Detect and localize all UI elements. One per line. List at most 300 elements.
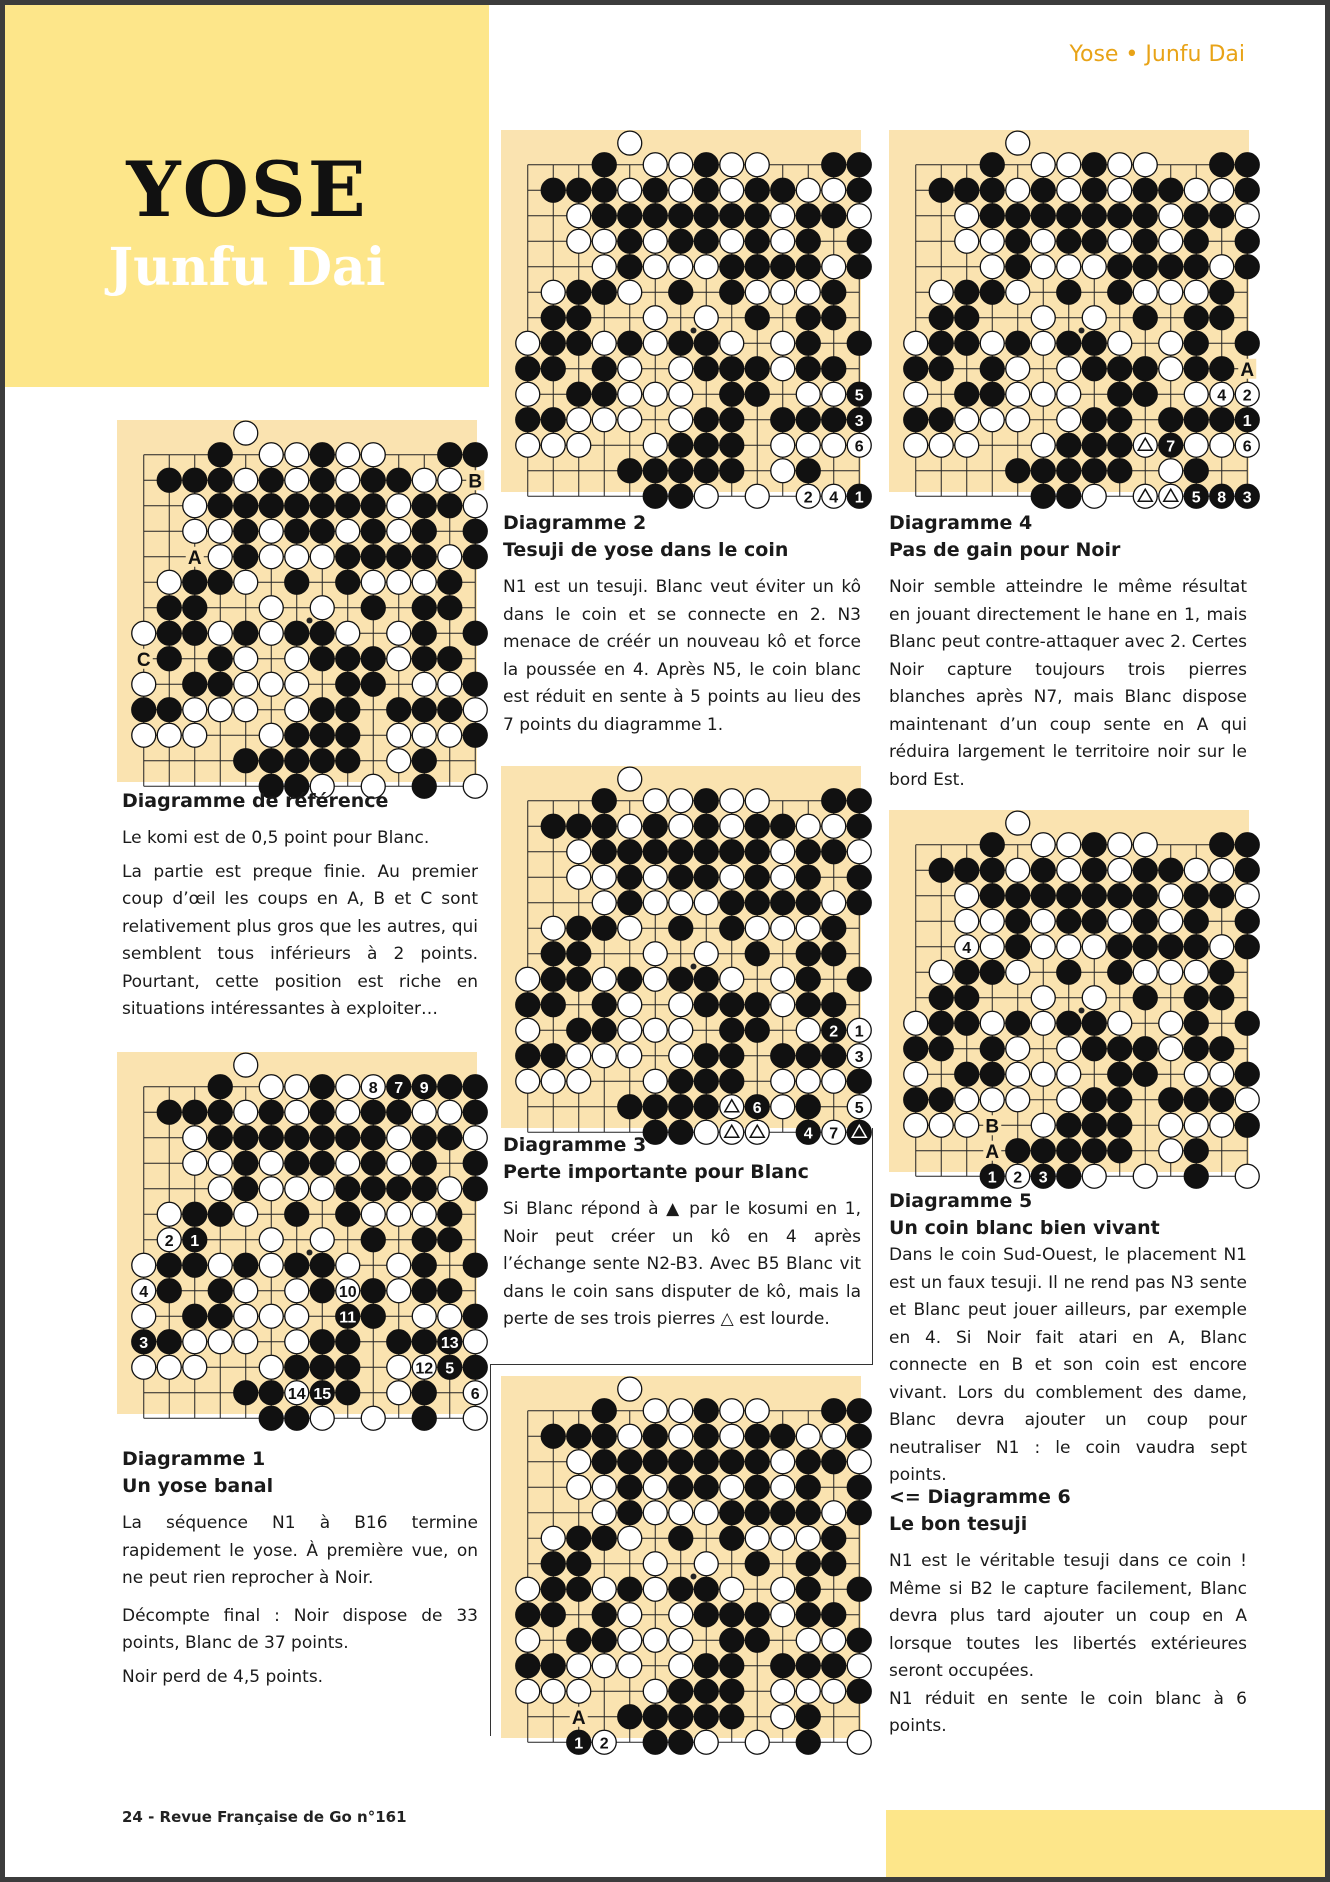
caption-paragraph: Dans le coin Sud-Ouest, le placement N1 est un faux tesuji. Il ne rend pas N3 sente et Blanc peut jouer ailleurs, par exemple en 4. Si Noir fait atari en A, Blanc connecte en B et son coin est encore vivant. Lors du comblement des dame, Blanc devra ajouter un coup pour neutraliser N1 : le coin vaudra sept points. [889,1245,1247,1485]
white-stone [1006,131,1030,155]
white-stone [796,433,820,457]
move-number: 6 [470,1385,480,1403]
black-stone [412,1279,436,1303]
black-stone [336,1330,360,1354]
white-stone [720,178,744,202]
black-stone [412,698,436,722]
white-stone [387,1381,411,1405]
black-stone [387,1100,411,1124]
white-stone [643,306,667,330]
black-stone [929,1088,953,1112]
black-stone [694,408,718,432]
white-stone [336,1151,360,1175]
white-stone [1159,1011,1183,1035]
black-stone [208,468,232,492]
go-board-svg [501,130,864,507]
white-stone [771,1603,795,1627]
white-stone [1184,178,1208,202]
black-stone [694,331,718,355]
black-stone [412,621,436,645]
black-stone [669,1069,693,1093]
white-stone [1031,909,1055,933]
black-stone [310,468,334,492]
white-stone [157,1202,181,1226]
white-stone [541,433,565,457]
black-stone [361,1100,385,1124]
point-label: A [985,1141,1000,1163]
black-stone [208,647,232,671]
black-stone [183,672,207,696]
black-stone [310,519,334,543]
white-stone [463,1406,487,1430]
white-stone [720,1475,744,1499]
caption-diagram-6 [889,1484,1247,1741]
black-stone [516,993,540,1017]
white-stone [1159,357,1183,381]
caption-diagram-5 [889,1188,1247,1490]
black-stone [361,647,385,671]
white-stone [745,1399,769,1423]
black-stone [592,1603,616,1627]
caption-title: Diagramme 2 [503,512,647,534]
black-stone [745,229,769,253]
black-stone [669,484,693,508]
black-stone [567,306,591,330]
black-stone [387,1330,411,1354]
white-stone [669,1628,693,1652]
black-stone [1133,204,1157,228]
white-stone [361,1406,385,1430]
white-stone [336,519,360,543]
black-stone [822,1399,846,1423]
black-stone [1057,204,1081,228]
black-stone [720,1044,744,1068]
white-stone [771,459,795,483]
white-stone [1031,255,1055,279]
white-stone [1108,178,1132,202]
black-stone [643,1705,667,1729]
black-stone [929,408,953,432]
black-stone [1235,255,1259,279]
white-stone [1031,306,1055,330]
black-stone [694,204,718,228]
black-stone [234,1253,258,1277]
black-stone [438,1228,462,1252]
black-stone [618,1095,642,1119]
point-label: A [1240,359,1255,381]
white-stone [1057,858,1081,882]
caption-paragraph: Le komi est de 0,5 point pour Blanc. [122,828,430,848]
black-stone [336,1126,360,1150]
white-stone [745,484,769,508]
black-stone [669,865,693,889]
white-stone [980,935,1004,959]
white-stone [643,967,667,991]
white-stone [669,1044,693,1068]
caption-title: <= Diagramme 6 [889,1486,1071,1508]
black-stone [955,178,979,202]
black-stone [1082,858,1106,882]
white-stone [669,814,693,838]
black-stone [618,331,642,355]
caption-paragraph: La séquence N1 à B16 termine rapidement le yose. À première vue, on ne peut rien reprocher à Noir. [122,1513,478,1588]
black-stone [720,891,744,915]
white-stone [412,1202,436,1226]
black-stone [463,1151,487,1175]
white-stone [796,1069,820,1093]
black-stone [980,280,1004,304]
black-stone [669,331,693,355]
black-stone [438,570,462,594]
black-stone [157,1100,181,1124]
white-stone [822,1628,846,1652]
black-stone [567,967,591,991]
black-stone [1210,357,1234,381]
white-stone [771,840,795,864]
black-stone [1082,178,1106,202]
white-stone [157,723,181,747]
black-stone [694,814,718,838]
black-stone [412,1406,436,1430]
white-stone [822,814,846,838]
black-stone [259,494,283,518]
white-stone [336,621,360,645]
white-stone [643,331,667,355]
white-stone [183,698,207,722]
black-stone [694,178,718,202]
black-stone [567,916,591,940]
white-stone [1082,986,1106,1010]
white-stone [1159,1113,1183,1137]
black-stone [796,840,820,864]
black-stone [669,1095,693,1119]
white-stone [929,960,953,984]
white-stone [234,1100,258,1124]
white-stone [1057,357,1081,381]
white-stone [904,382,928,406]
black-stone [745,357,769,381]
black-stone [643,1730,667,1754]
black-stone [618,1705,642,1729]
black-stone [310,1075,334,1099]
black-stone [567,1018,591,1042]
black-stone [955,382,979,406]
black-stone [361,1279,385,1303]
black-stone [847,255,871,279]
white-stone [541,1679,565,1703]
white-stone [980,408,1004,432]
black-stone [157,1279,181,1303]
white-stone [285,443,309,467]
white-stone [1159,229,1183,253]
black-stone [234,519,258,543]
black-stone [1108,884,1132,908]
white-stone [1235,204,1259,228]
black-stone [1108,357,1132,381]
black-stone [1235,1113,1259,1137]
move-number: 1 [574,1735,584,1753]
black-stone [208,672,232,696]
black-stone [463,1075,487,1099]
white-stone [669,255,693,279]
black-stone [361,494,385,518]
white-stone [592,331,616,355]
black-stone [1108,1037,1132,1061]
white-stone [618,993,642,1017]
black-stone [745,891,769,915]
black-stone [822,306,846,330]
white-stone [285,1075,309,1099]
black-stone [516,1603,540,1627]
caption-title: Diagramme 3 [503,1134,647,1156]
white-stone [847,1450,871,1474]
black-stone [412,1126,436,1150]
white-stone [336,1100,360,1124]
black-stone [771,814,795,838]
white-stone [336,468,360,492]
move-number: 12 [415,1360,434,1378]
black-stone [745,1424,769,1448]
white-stone [1210,858,1234,882]
black-stone [1210,1037,1234,1061]
black-stone [1133,357,1157,381]
white-stone [1235,1164,1259,1188]
black-stone [796,408,820,432]
black-stone [1159,255,1183,279]
white-stone [259,1075,283,1099]
black-stone [980,858,1004,882]
black-stone [132,698,156,722]
star-point [307,618,313,624]
white-stone [771,1526,795,1550]
white-stone [183,519,207,543]
white-stone [361,570,385,594]
black-stone [847,153,871,177]
black-stone [1108,1139,1132,1163]
black-stone [822,993,846,1017]
white-stone [618,178,642,202]
black-stone [771,1424,795,1448]
white-stone [567,1475,591,1499]
white-stone [720,814,744,838]
white-stone [259,1151,283,1175]
black-stone [796,1475,820,1499]
black-stone [592,840,616,864]
white-stone [285,698,309,722]
black-stone [234,1151,258,1175]
white-stone [310,1177,334,1201]
black-stone [694,1654,718,1678]
black-stone [336,749,360,773]
black-stone [259,1406,283,1430]
white-stone [132,621,156,645]
white-stone [234,1330,258,1354]
caption-subtitle: Perte importante pour Blanc [503,1161,809,1183]
white-stone [1159,960,1183,984]
black-stone [796,204,820,228]
black-stone [1082,1113,1106,1137]
white-stone [1082,484,1106,508]
white-stone [387,723,411,747]
white-stone [1159,331,1183,355]
white-stone [771,1679,795,1703]
black-stone [796,459,820,483]
white-stone [720,331,744,355]
black-stone [771,1501,795,1525]
black-stone [847,891,871,915]
white-stone [1108,858,1132,882]
white-stone [1108,153,1132,177]
white-stone [567,229,591,253]
black-stone [1108,280,1132,304]
black-stone [285,1202,309,1226]
white-stone [720,1424,744,1448]
white-stone [694,942,718,966]
white-stone [1006,382,1030,406]
point-label: C [136,649,151,671]
white-stone [412,1100,436,1124]
white-stone [822,1679,846,1703]
black-stone [592,789,616,813]
black-stone [1082,357,1106,381]
caption-diagram-4 [889,510,1247,794]
black-stone [285,494,309,518]
black-stone [796,1654,820,1678]
black-stone [694,840,718,864]
black-stone [285,1355,309,1379]
white-stone [516,1628,540,1652]
black-stone [183,1100,207,1124]
white-stone [1031,986,1055,1010]
black-stone [1006,909,1030,933]
white-stone [618,1628,642,1652]
move-number: 3 [854,412,864,430]
black-stone [336,570,360,594]
black-stone [387,1177,411,1201]
white-stone [438,468,462,492]
white-stone [310,1228,334,1252]
white-stone [669,1018,693,1042]
black-stone [336,1202,360,1226]
black-stone [463,672,487,696]
white-stone [1006,1037,1030,1061]
white-stone [720,153,744,177]
white-stone [592,1654,616,1678]
black-stone [387,545,411,569]
black-stone [1184,884,1208,908]
white-stone [618,408,642,432]
black-stone [822,1526,846,1550]
black-stone [694,459,718,483]
black-stone [796,357,820,381]
black-stone [847,814,871,838]
black-stone [541,1654,565,1678]
white-stone [796,382,820,406]
black-stone [361,672,385,696]
white-stone [1184,280,1208,304]
white-stone [796,178,820,202]
black-stone [771,1044,795,1068]
move-number: 2 [803,489,813,507]
black-stone [592,357,616,381]
black-stone [669,1577,693,1601]
white-stone [567,1450,591,1474]
white-stone [1006,1062,1030,1086]
white-stone [234,421,258,445]
black-stone [310,723,334,747]
white-stone [929,433,953,457]
black-stone [669,1526,693,1550]
white-stone [234,647,258,671]
move-number: 1 [190,1232,200,1250]
black-stone [1082,833,1106,857]
white-stone [412,1304,436,1328]
black-stone [1133,858,1157,882]
black-stone [720,255,744,279]
point-label: A [571,1707,586,1729]
white-stone [643,891,667,915]
black-stone [541,306,565,330]
footer-page-info: 24 - Revue Française de Go n°161 [122,1808,407,1826]
black-stone [720,459,744,483]
go-board-svg [889,130,1255,507]
black-stone [1006,204,1030,228]
white-stone [643,1577,667,1601]
black-stone [285,519,309,543]
white-stone [310,596,334,620]
white-stone [516,1679,540,1703]
black-stone [310,647,334,671]
black-stone [438,596,462,620]
white-stone [643,255,667,279]
black-stone [694,1577,718,1601]
white-stone [387,570,411,594]
board-diagram-1 [117,1052,480,1414]
black-stone [980,833,1004,857]
black-stone [1133,986,1157,1010]
black-stone [694,357,718,381]
black-stone [745,993,769,1017]
white-stone [541,280,565,304]
black-stone [847,789,871,813]
white-stone [1031,433,1055,457]
white-stone [1057,935,1081,959]
black-stone [1108,408,1132,432]
black-stone [1133,255,1157,279]
white-stone [285,1100,309,1124]
black-stone [1210,408,1234,432]
black-stone [1210,986,1234,1010]
white-stone [1210,433,1234,457]
white-stone [208,519,232,543]
black-stone [720,433,744,457]
move-number: 4 [962,939,972,957]
move-number: 1 [854,1023,864,1041]
white-stone [669,1654,693,1678]
black-stone [618,967,642,991]
move-number: 6 [752,1099,762,1117]
black-stone [310,1253,334,1277]
white-stone [157,570,181,594]
black-stone [541,1424,565,1448]
black-stone [157,596,181,620]
black-stone [720,204,744,228]
black-stone [285,1406,309,1430]
black-stone [412,1381,436,1405]
black-stone [847,1475,871,1499]
white-stone [387,749,411,773]
black-stone [694,865,718,889]
